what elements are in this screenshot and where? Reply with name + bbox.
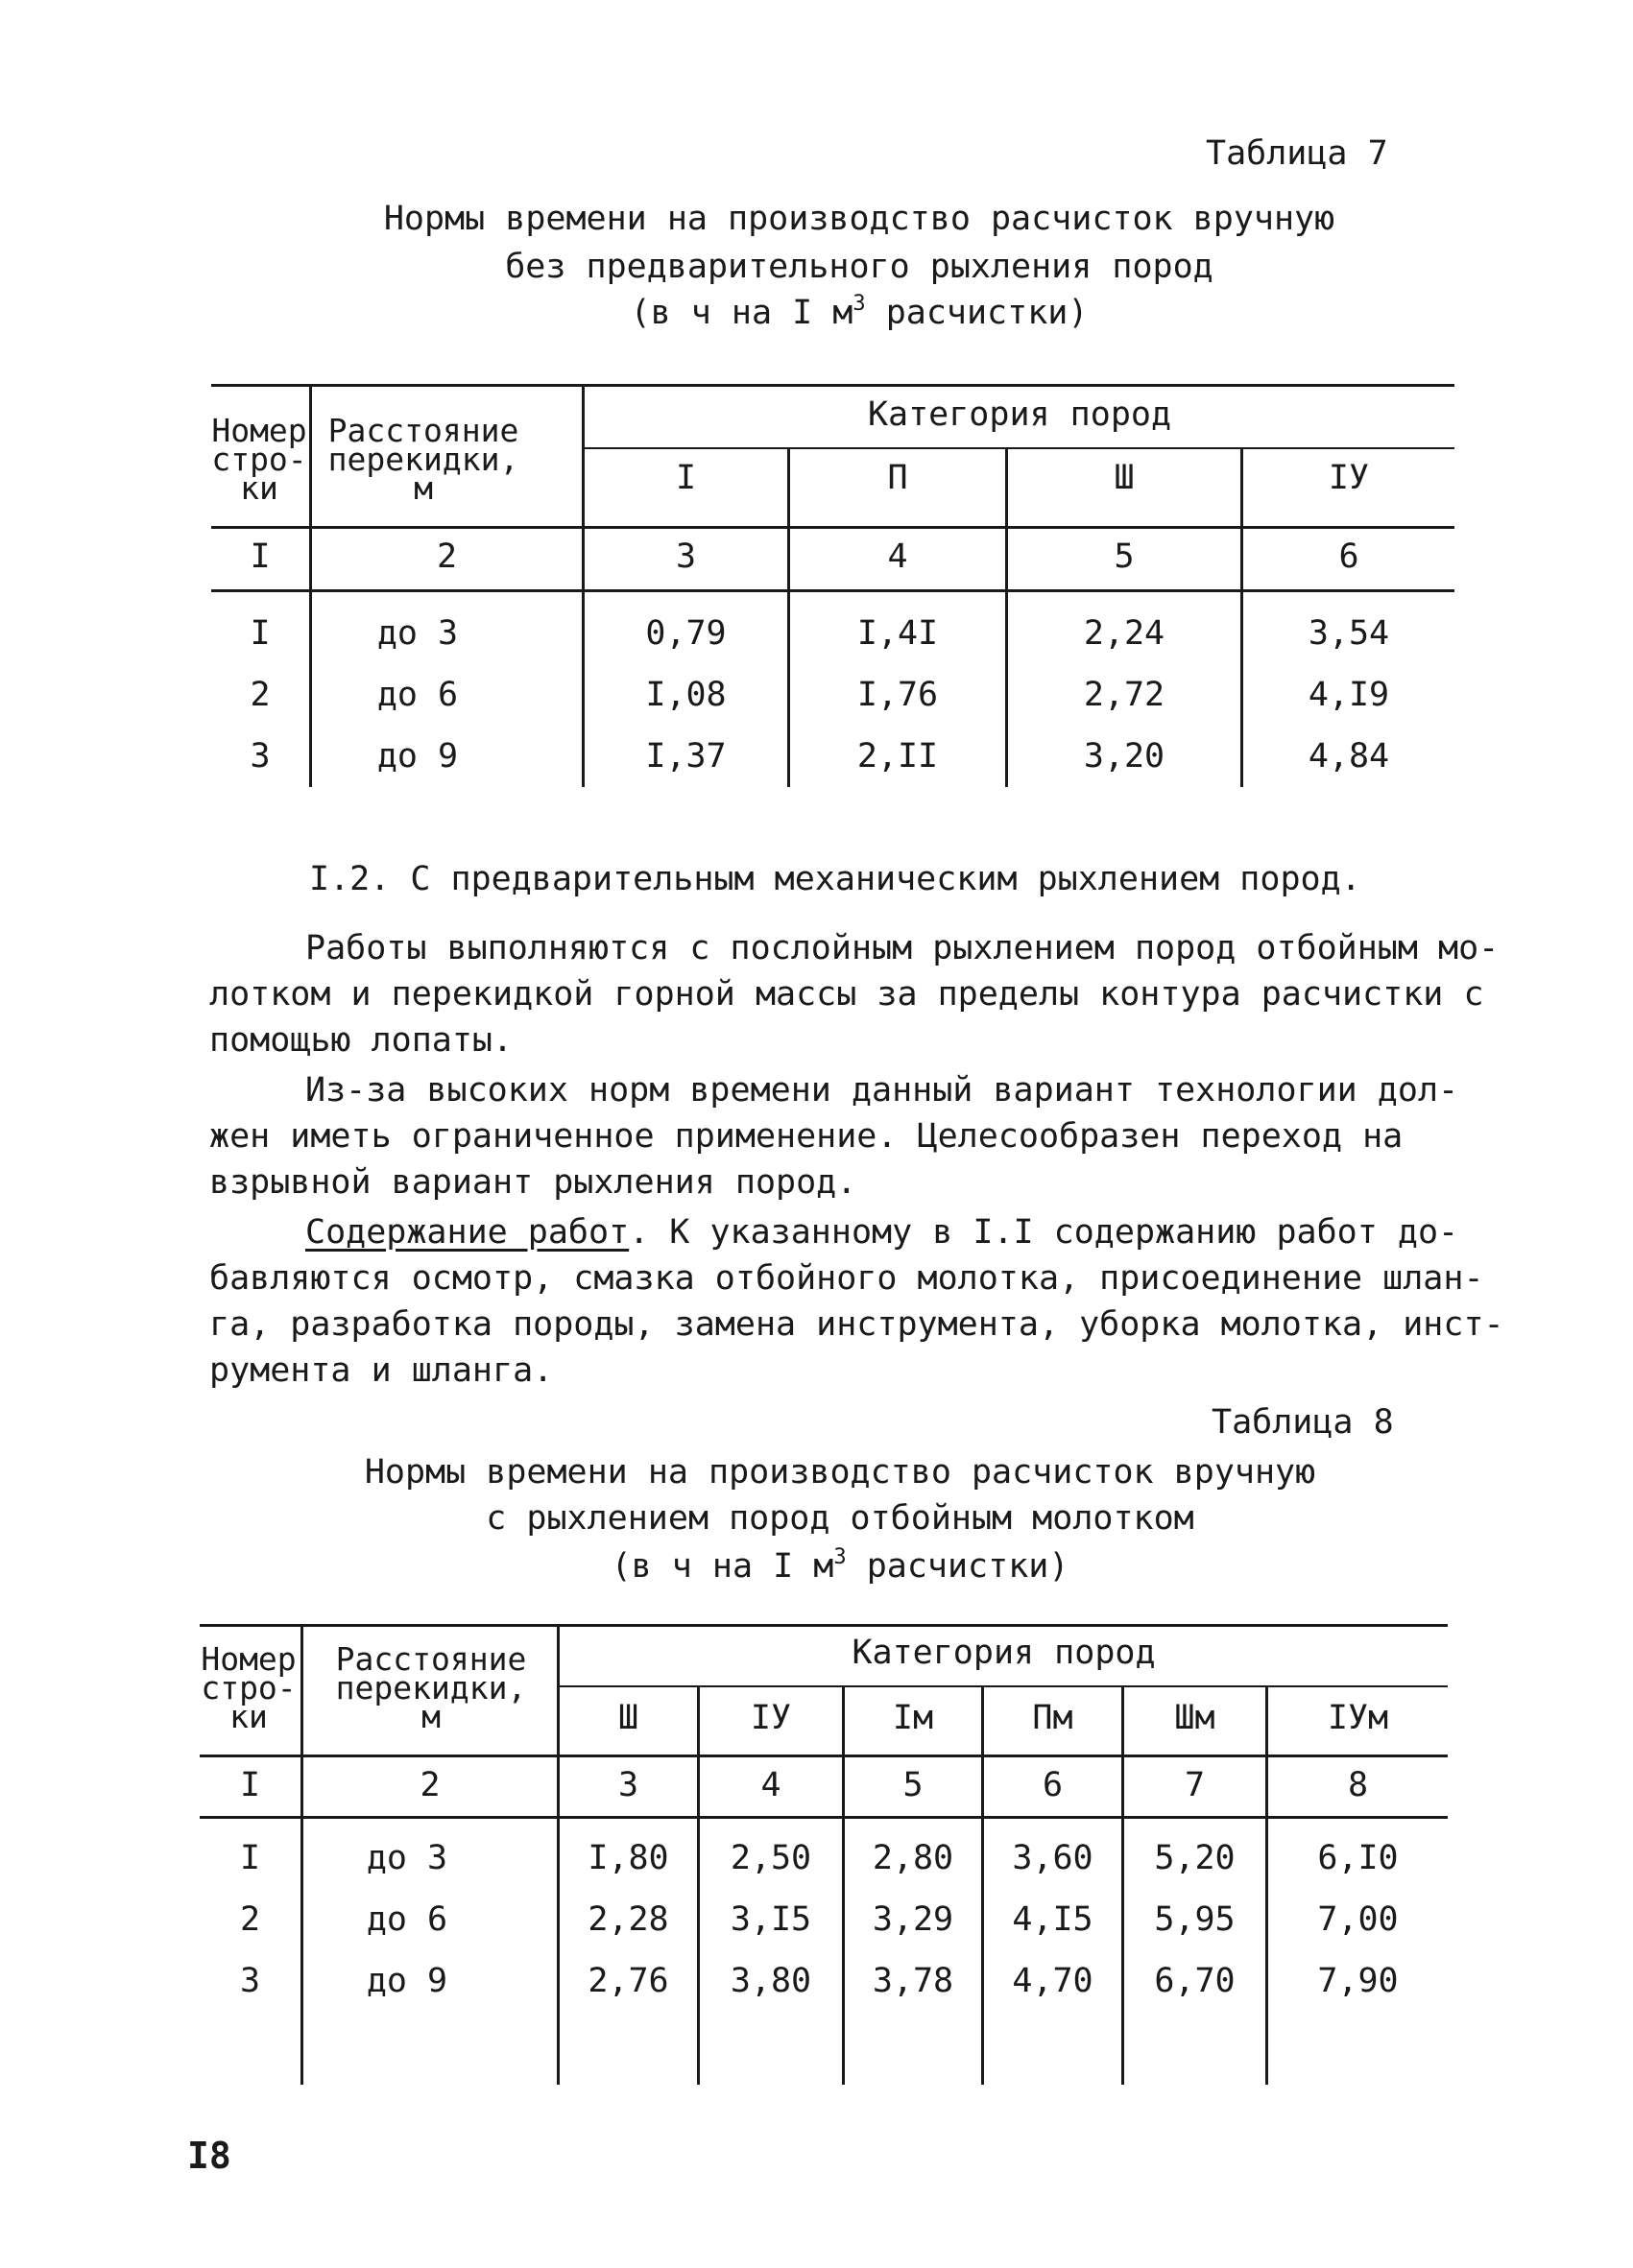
table7-header-category: Категория пород	[867, 395, 1172, 434]
table8-colnum: 3	[617, 1766, 639, 1804]
table7-colnum: 4	[887, 537, 908, 576]
table8-cat-4: Пм	[1032, 1699, 1073, 1737]
table7-cat-4: IУ	[1328, 459, 1370, 497]
underlined-term: Содержание работ	[305, 1213, 630, 1252]
table8-header-distance: Расстояние перекидки, м	[335, 1640, 527, 1735]
table8-title-line1: Нормы времени на производство расчисток вручную	[364, 1453, 1316, 1492]
table8-colnum: 8	[1347, 1766, 1369, 1804]
table8-cat-2: IУ	[750, 1699, 792, 1737]
table8-colnum: 6	[1042, 1766, 1064, 1804]
table7-header-row-no: Номер стро- ки	[211, 412, 307, 507]
table7-cat-3: Ш	[1114, 459, 1135, 497]
table8-cat-1: Ш	[617, 1699, 639, 1737]
table8-title-line2: с рыхлением пород отбойным молотком	[486, 1499, 1194, 1538]
table8-header-category: Категория пород	[852, 1634, 1156, 1672]
table8-colnum: 5	[902, 1766, 924, 1804]
table7-colnum: 6	[1338, 537, 1359, 576]
table8-cat-5: Шм	[1174, 1699, 1215, 1737]
table7-unit: (в ч на I $м^3$ расчистки)	[630, 292, 1089, 332]
table8-header-row-no: Номер стро- ки	[201, 1640, 297, 1735]
table8-unit: (в ч на I $м^3$ расчистки)	[611, 1545, 1069, 1586]
table7-colnum: 5	[1114, 537, 1135, 576]
table8-colnum: 4	[760, 1766, 781, 1804]
table8-cat-6: IУм	[1327, 1699, 1389, 1737]
table8-label: Таблица 8	[1212, 1403, 1394, 1442]
table7-header-distance: Расстояние перекидки, м	[327, 412, 519, 507]
table8-colnum: 2	[420, 1766, 441, 1804]
table8-cat-3: Iм	[892, 1699, 934, 1737]
table7-cat-1: I	[675, 459, 697, 497]
table7-colnum: I	[250, 537, 271, 576]
table7-colnum: 2	[436, 537, 458, 576]
table7-label: Таблица 7	[1206, 134, 1388, 173]
table7-colnum: 3	[675, 537, 697, 576]
table8-colnum: 7	[1184, 1766, 1206, 1804]
table7-cat-2: П	[887, 459, 908, 497]
table8-colnum: I	[239, 1766, 261, 1804]
page-number: I8	[187, 2135, 231, 2177]
table7-title-line1: Нормы времени на производство расчисток вручную	[383, 200, 1335, 238]
table7-title-line2: без предварительного рыхления пород	[505, 248, 1213, 286]
section-heading: I.2. С предварительным механическим рыхлением пород.	[309, 860, 1361, 898]
